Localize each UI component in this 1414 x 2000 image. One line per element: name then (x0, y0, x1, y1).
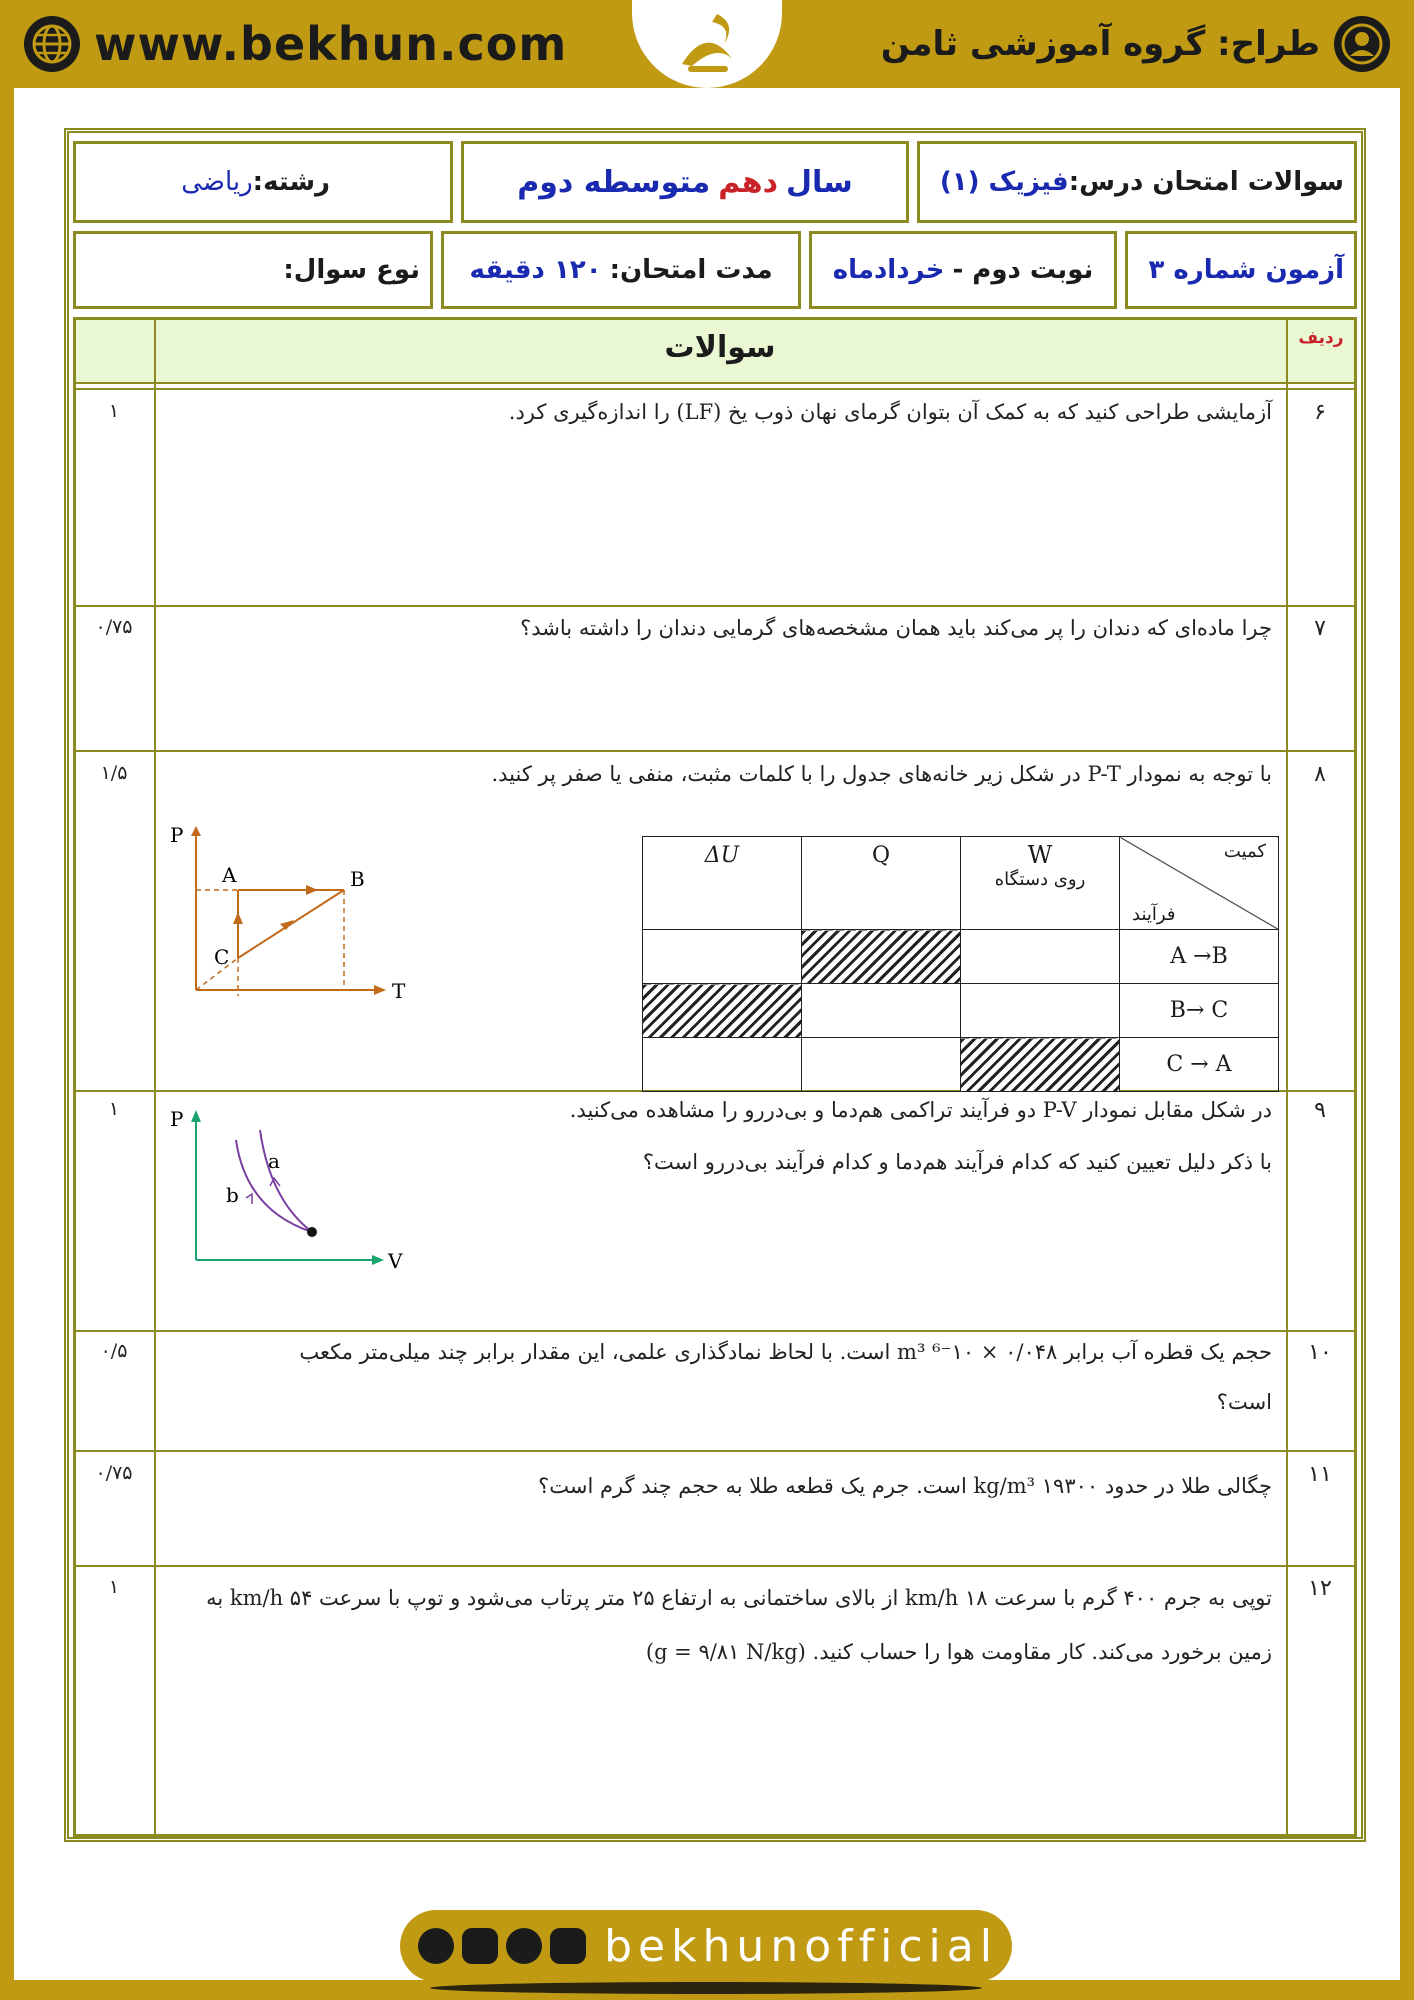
question-text: با توجه به نمودار P-T در شکل زیر خانه‌های جدول را با کلمات مثبت، منفی یا صفر پر کنید. (491, 762, 1272, 786)
instagram-icon[interactable] (550, 1928, 586, 1964)
answer-cell[interactable] (643, 1038, 802, 1092)
pt-graph-xlabel: T (392, 979, 406, 1003)
corner-top-label: کمیت (1223, 841, 1266, 862)
question-text: آزمایشی طراحی کنید که به کمک آن بتوان گرمای نهان ذوب یخ (LF) را اندازه‌گیری کرد. (508, 400, 1272, 424)
pt-point-a: A (222, 863, 237, 887)
process-row-label: A →B (1120, 930, 1279, 984)
question-text-line2: است؟ (1216, 1390, 1272, 1414)
question-number: ۷ (1314, 616, 1326, 641)
answer-cell[interactable] (643, 930, 802, 984)
term-label: نوبت دوم - (952, 255, 1094, 285)
question-type-label: نوع سوال: (283, 255, 420, 285)
youtube-icon[interactable] (462, 1928, 498, 1964)
column-q: Q (802, 837, 961, 930)
question-score: ۰/۷۵ (95, 1462, 133, 1484)
pv-graph (166, 1100, 406, 1280)
subject-label: سوالات امتحان درس: (1068, 167, 1344, 197)
question-score: ۰/۵ (100, 1340, 128, 1362)
questions-grid (73, 317, 1357, 1837)
question-number: ۹ (1314, 1098, 1326, 1123)
designer-credit: طراح: گروه آموزشی ثامن (880, 24, 1320, 64)
social-handle[interactable]: bekhunofficial (604, 1920, 998, 1972)
term-value: خردادماه (832, 255, 945, 285)
question-text: چرا ماده‌ای که دندان را پر می‌کند باید همان مشخصه‌های گرمایی دندان را داشته باشد؟ (520, 616, 1272, 640)
globe-icon (24, 16, 80, 72)
question-text-line2: زمین برخورد می‌کند. کار مقاومت هوا را حساب کنید. (g = ۹/۸۱ N/kg) (645, 1640, 1272, 1664)
exam-number-cell (1125, 231, 1357, 309)
question-number: ۱۲ (1308, 1576, 1332, 1601)
question-number: ۱۱ (1308, 1462, 1332, 1487)
question-score: ۱ (108, 1098, 120, 1120)
process-row-label: C → A (1120, 1038, 1279, 1092)
column-du: ΔU (643, 837, 802, 930)
footer-shadow (430, 1982, 982, 1994)
corner-bottom-label: فرآیند (1132, 904, 1176, 925)
question-text: توپی به جرم ۴۰۰ گرم با سرعت ۱۸ km/h از بالای ساختمانی به ارتفاع ۲۵ متر پرتاب می‌شود و توپ با سرعت ۵۴ km/h به (206, 1586, 1272, 1610)
field-value: ریاضی (181, 167, 253, 197)
exam-sheet (64, 128, 1366, 1842)
hatched-cell (643, 984, 802, 1038)
site-header-right (881, 0, 1390, 88)
pv-curve-b: b (226, 1183, 239, 1207)
user-icon (1334, 16, 1390, 72)
question-number: ۶ (1314, 400, 1326, 425)
answer-cell[interactable] (802, 1038, 961, 1092)
grade-suffix: متوسطه دوم (517, 164, 711, 200)
pv-graph-ylabel: P (170, 1107, 184, 1131)
subject-value: فیزیک (۱) (939, 167, 1069, 197)
field-label: رشته: (252, 167, 330, 197)
answer-cell[interactable] (961, 930, 1120, 984)
duration-value: ۱۲۰ دقیقه (469, 255, 602, 285)
hatched-cell (961, 1038, 1120, 1092)
answer-cell[interactable] (961, 984, 1120, 1038)
process-table-corner (1120, 837, 1279, 930)
column-w-label: W (1027, 841, 1053, 869)
pv-curve-a: a (268, 1149, 280, 1173)
answer-cell[interactable] (802, 984, 961, 1038)
site-url[interactable]: www.bekhun.com (94, 17, 568, 71)
column-w-sublabel: روی دستگاه (994, 869, 1086, 890)
field-cell (73, 141, 453, 223)
question-number: ۸ (1314, 762, 1326, 787)
pt-graph-ylabel: P (170, 823, 184, 847)
telegram-icon[interactable] (506, 1928, 542, 1964)
question-text-line2: با ذکر دلیل تعیین کنید که کدام فرآیند هم‌دما و کدام فرآیند بی‌دررو است؟ (642, 1150, 1272, 1174)
grade-prefix: سال (785, 164, 853, 200)
questions-heading: سوالات (664, 330, 776, 365)
question-text: در شکل مقابل نمودار P-V دو فرآیند تراکمی هم‌دما و بی‌دررو را مشاهده می‌کنید. (569, 1098, 1272, 1122)
question-text: چگالی طلا در حدود ۱۹۳۰۰ kg/m³ است. جرم یک قطعه طلا به حجم چند گرم است؟ (538, 1474, 1272, 1498)
question-score: ۱/۵ (100, 762, 128, 784)
pt-point-b: B (350, 867, 365, 891)
question-score: ۱ (108, 400, 120, 422)
social-footer (400, 1910, 1012, 1982)
grade-highlight: دهم (718, 164, 778, 200)
pt-graph (166, 820, 426, 1010)
question-number: ۱۰ (1308, 1340, 1332, 1365)
column-w (961, 837, 1120, 930)
pt-point-c: C (214, 945, 230, 969)
duration-label: مدت امتحان: (609, 255, 773, 285)
hatched-cell (802, 930, 961, 984)
question-type-cell (73, 231, 433, 309)
question-text: حجم یک قطره آب برابر ۰/۰۴۸ × ۱۰⁻⁶ m³ است. با لحاظ نمادگذاری علمی، این مقدار برابر چند میلی‌متر مکعب (299, 1340, 1272, 1364)
row-heading: ردیف (1298, 328, 1344, 348)
site-header-left (24, 0, 567, 88)
grade-cell (461, 141, 909, 223)
subject-cell (917, 141, 1357, 223)
term-cell (809, 231, 1117, 309)
process-row-label: B→ C (1120, 984, 1279, 1038)
exam-number: آزمون شماره ۳ (1148, 255, 1344, 285)
aparat-icon[interactable] (418, 1928, 454, 1964)
question-score: ۱ (108, 1576, 120, 1598)
process-table (642, 836, 1279, 1092)
pv-graph-xlabel: V (388, 1249, 403, 1273)
duration-cell (441, 231, 801, 309)
question-score: ۰/۷۵ (95, 616, 133, 638)
